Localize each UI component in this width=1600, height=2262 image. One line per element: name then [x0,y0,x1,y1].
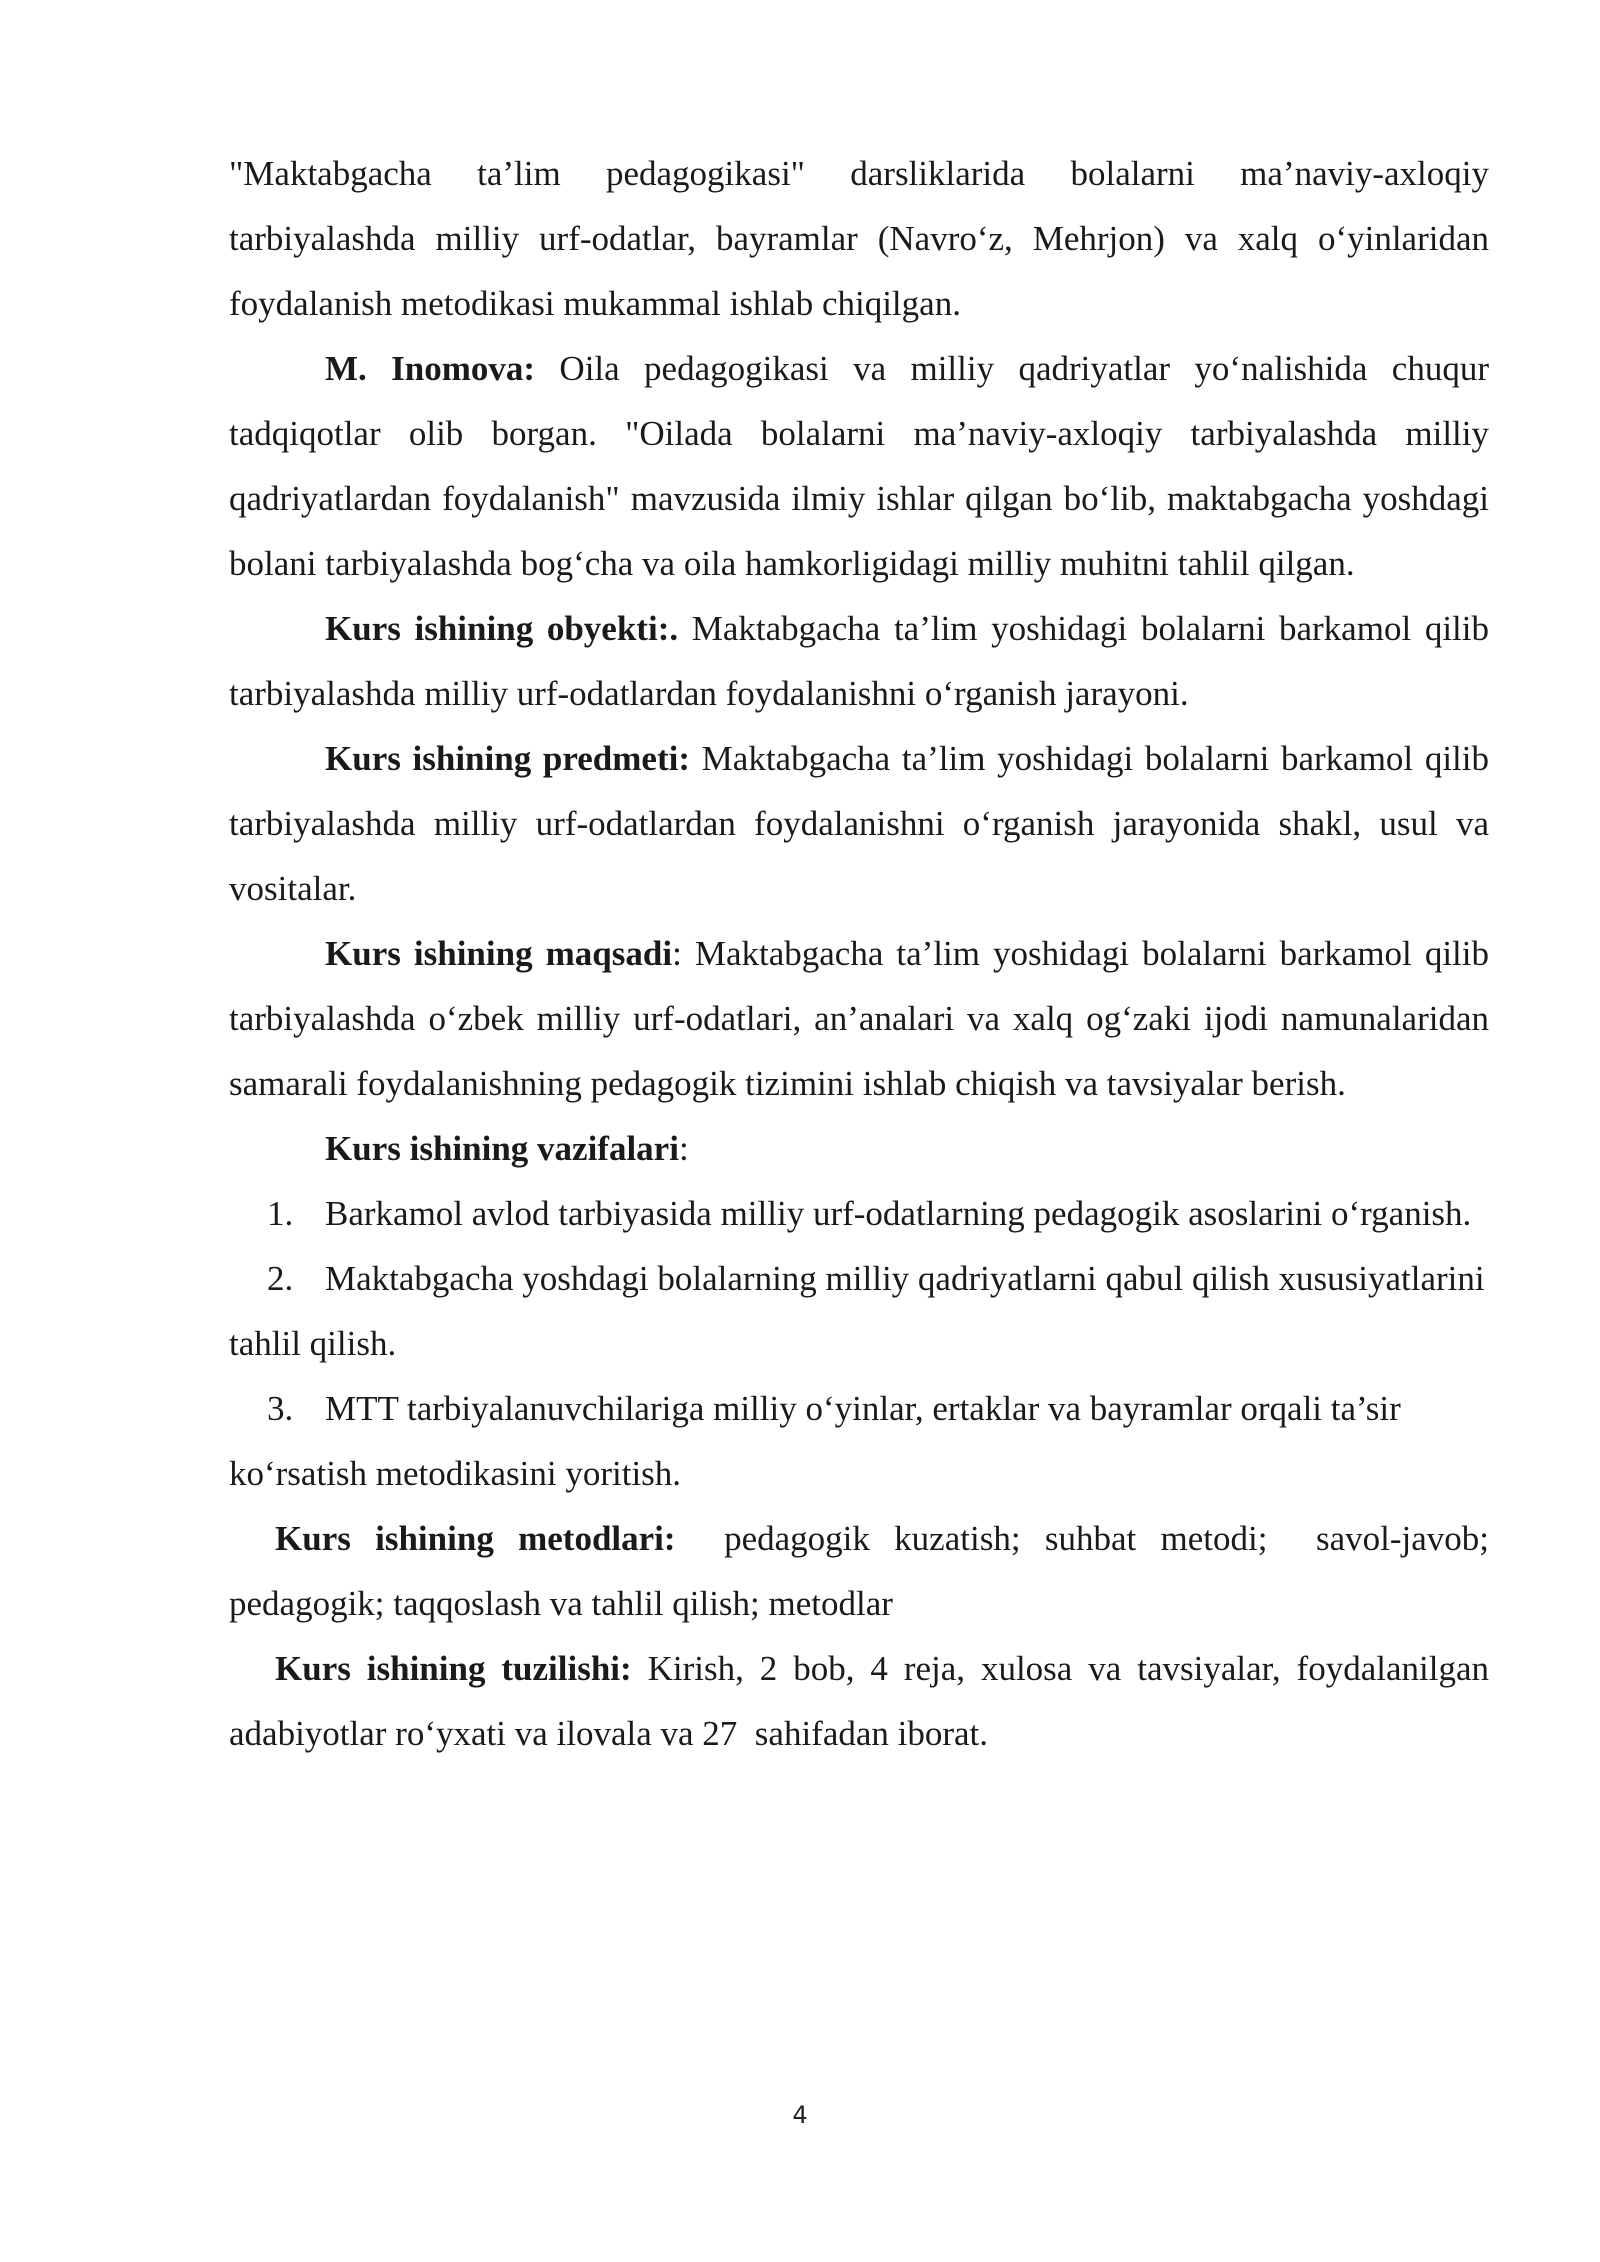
list-item [229,1246,1489,1376]
page-number: 4 [792,2101,808,2129]
list-item-text: MTT tarbiyalanuvchilariga milliy o‘yinlar, ertaklar va bayramlar orqali ta’sir ko‘rsatish metodikasini yoritish. [229,1389,1401,1493]
metodlar-label: Kurs ishining metodlari: [275,1519,676,1558]
obyekt-label: Kurs ishining obyekti:. [325,609,679,648]
maqsad-paragraph [229,921,1489,1116]
maqsad-text: : Maktabgacha ta’lim yoshidagi bolalarni barkamol qilib tarbiyalashda o‘zbek milliy urf-odatlari, an’analari va xalq og‘zaki ijodi namunalaridan samarali foydalanishning pedagogik tizimini ishlab chiqish va tavsiyalar berish. [229,934,1489,1103]
inomova-label: M. Inomova: [325,349,536,388]
list-item-number: 1. [267,1194,294,1233]
inomova-paragraph [229,336,1489,596]
intro-paragraph [229,141,1489,336]
list-item [229,1376,1489,1506]
intro-text: "Maktabgacha ta’lim pedagogikasi" darsliklarida bolalarni ma’naviy-axloqiy tarbiyalashda milliy urf-odatlar, bayramlar (Navro‘z, Mehrjon) va xalq o‘yinlaridan foydalanish metodikasi mukammal ishlab chiqilgan. [229,154,1489,323]
maqsad-label: Kurs ishining maqsadi [325,934,673,973]
list-item-text: Maktabgacha yoshdagi bolalarning milliy qadriyatlarni qabul qilish xususiyatlarini tahlil qilish. [229,1259,1485,1363]
tuzilishi-text: Kirish, 2 bob, 4 reja, xulosa va tavsiyalar, foydalanilgan adabiyotlar ro‘yxati va ilovala va 27 sahifadan iborat. [229,1649,1498,1753]
list-item-text: Barkamol avlod tarbiyasida milliy urf-odatlarning pedagogik asoslarini o‘rganish. [325,1194,1472,1233]
inomova-text: Oila pedagogikasi va milliy qadriyatlar yo‘nalishida chuqur tadqiqotlar olib borgan. "Oilada bolalarni ma’naviy-axloqiy tarbiyalashda milliy qadriyatlardan foydalanish" mavzusida ilmiy ishlar qilgan bo‘lib, maktabgacha yoshdagi bolani tarbiyalashda bog‘cha va oila hamkorligidagi milliy muhitni tahlil qilgan. [229,349,1489,583]
predmet-paragraph [229,726,1489,921]
tuzilishi-label: Kurs ishining tuzilishi: [275,1649,632,1688]
obyekt-text: Maktabgacha ta’lim yoshidagi bolalarni barkamol qilib tarbiyalashda milliy urf-odatlardan foydalanishni o‘rganish jarayoni. [229,609,1489,713]
vazifalar-colon: : [678,1129,689,1168]
list-item-number: 2. [267,1259,294,1298]
metodlar-text: pedagogik kuzatish; suhbat metodi; savol-javob; pedagogik; taqqoslash va tahlil qilish; metodlar [229,1519,1498,1623]
predmet-text: Maktabgacha ta’lim yoshidagi bolalarni barkamol qilib tarbiyalashda milliy urf-odatlardan foydalanishni o‘rganish jarayonida shakl, usul va vositalar. [229,739,1489,908]
list-item-number: 3. [267,1389,294,1428]
list-item [229,1181,1489,1246]
vazifalar-heading [229,1116,1489,1181]
vazifalar-label: Kurs ishining vazifalari [325,1129,679,1168]
metodlar-paragraph [229,1506,1498,1636]
obyekt-paragraph [229,596,1489,726]
document-page [229,141,1498,1766]
predmet-label: Kurs ishining predmeti: [325,739,690,778]
tuzilishi-paragraph [229,1636,1498,1766]
